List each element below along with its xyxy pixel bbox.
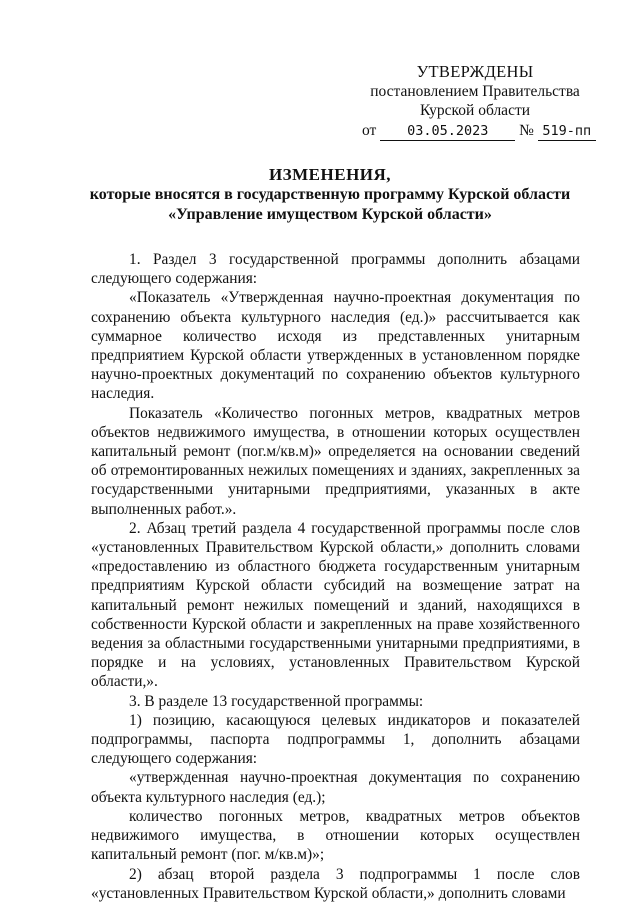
- approval-line-1: постановлением Правительства: [370, 82, 580, 100]
- approval-date: 03.05.2023: [380, 123, 515, 141]
- number-prefix: №: [519, 121, 534, 139]
- paragraph-2: «Показатель «Утвержденная научно-проектная документация по сохранению объекта культурного наследия (ед.)» рассчитывается как суммарное количество исходя из представленных унитарным предприятием Курской области утвержденных в установленном порядке научно-проектных документаций по сохранению объектов культурного наследия.: [91, 289, 580, 403]
- heading-subtitle-line-2: «Управление имуществом Курской области»: [168, 206, 492, 223]
- heading-title: ИЗМЕНЕНИЯ,: [268, 165, 392, 184]
- approval-stamp: [360, 62, 590, 141]
- heading-subtitle-line-1: которые вносятся в государственную программу Курской области: [89, 186, 571, 203]
- paragraph-7: «утвержденная научно-проектная документация по сохранению объекта культурного наследия (ед.);: [91, 769, 580, 806]
- date-prefix: от: [362, 121, 377, 139]
- paragraph-5: 3. В разделе 13 государственной программы:: [129, 692, 424, 710]
- paragraph-4: 2. Абзац третий раздела 4 государственной программы после слов «установленных Правительством Курской области,» дополнить словами «предоставлению из областного бюджета государственным унитарным предприятиям Курской области субсидий на возмещение затрат на капитальный ремонт нежилых помещений и зданий, находящихся в собственности Курской области и закрепленных на праве хозяйственного ведения за областными государственными унитарными предприятиями, в порядке и на условиях, установленных Правительством Курской области,».: [91, 519, 580, 691]
- paragraph-3: Показатель «Количество погонных метров, квадратных метров объектов недвижимого имущества, в отношении которых осуществлен капитальный ремонт (пог.м/кв.м)» определяется на основании сведений об отремонтированных нежилых помещениях и зданиях, закрепленных за государственными унитарными предприятиями, указанных в акте выполненных работ.».: [91, 404, 580, 518]
- document-heading: [60, 165, 600, 225]
- approval-date-line: [360, 121, 590, 141]
- approval-title: УТВЕРЖДЕНЫ: [416, 62, 534, 81]
- paragraph-8: количество погонных метров, квадратных метров объектов недвижимого имущества, в отношении которых осуществлен капитальный ремонт (пог. м/кв.м)»;: [91, 807, 580, 864]
- paragraph-1: 1. Раздел 3 государственной программы дополнить абзацами следующего содержания:: [91, 251, 580, 288]
- document-body: [91, 250, 580, 903]
- approval-line-2: Курской области: [419, 102, 531, 119]
- paragraph-6: 1) позицию, касающуюся целевых индикаторов и показателей подпрограммы, паспорта подпрограммы 1, дополнить абзацами следующего содержания:: [91, 711, 580, 768]
- paragraph-9: 2) абзац второй раздела 3 подпрограммы 1 после слов «установленных Правительством Курской области,» дополнить словами: [91, 865, 580, 902]
- approval-number: 519-пп: [538, 123, 596, 141]
